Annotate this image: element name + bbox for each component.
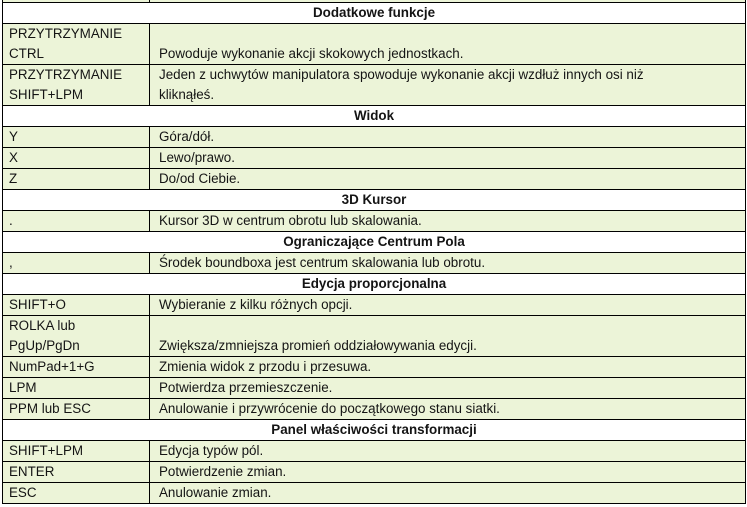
shortcut-description-cell xyxy=(150,441,746,462)
shortcut-description: Edycja typów pól. xyxy=(159,443,264,458)
section-header-row xyxy=(3,274,746,295)
shortcut-description: Kursor 3D w centrum obrotu lub skalowania. xyxy=(159,213,422,228)
section-header-row xyxy=(3,232,746,253)
shortcut-description: Góra/dół. xyxy=(159,129,215,144)
shortcut-key-cell xyxy=(3,316,150,357)
shortcut-description-cell xyxy=(150,253,746,274)
section-header-row xyxy=(3,190,746,211)
shortcut-key: ENTER xyxy=(9,464,55,479)
shortcut-key-cell xyxy=(3,462,150,483)
shortcut-key-cell xyxy=(3,295,150,316)
shortcut-description-cell xyxy=(150,65,746,106)
shortcut-row xyxy=(3,211,746,232)
shortcut-row xyxy=(3,127,746,148)
section-title: Panel właściwości transformacji xyxy=(3,420,746,441)
section-header-row xyxy=(3,420,746,441)
shortcut-key: SHIFT+LPM xyxy=(9,87,84,102)
shortcut-key: ESC xyxy=(9,485,37,500)
shortcut-description-cell xyxy=(150,127,746,148)
shortcut-key-cell xyxy=(3,378,150,399)
shortcut-description-cell xyxy=(150,316,746,357)
shortcut-row xyxy=(3,148,746,169)
shortcut-row xyxy=(3,441,746,462)
shortcut-row xyxy=(3,24,746,65)
shortcut-description: Jeden z uchwytów manipulatora spowoduje wykonanie akcji wzdłuż innych osi niż xyxy=(159,67,644,82)
shortcut-key-cell xyxy=(3,441,150,462)
section-title: Widok xyxy=(3,106,746,127)
shortcut-key: SHIFT+LPM xyxy=(9,443,84,458)
shortcut-description-cell xyxy=(150,24,746,65)
shortcut-description: Zmienia widok z przodu i przesuwa. xyxy=(159,359,372,374)
shortcut-key: LPM xyxy=(9,380,37,395)
shortcut-description: Potwierdza przemieszczenie. xyxy=(159,380,333,395)
shortcut-key-cell xyxy=(3,211,150,232)
shortcut-description: Anulowanie i przywrócenie do początkowego stanu siatki. xyxy=(159,401,500,416)
shortcut-row xyxy=(3,316,746,357)
shortcut-key: NumPad+1+G xyxy=(9,359,95,374)
shortcut-key-cell xyxy=(3,253,150,274)
shortcut-description-cell xyxy=(150,378,746,399)
shortcut-key: X xyxy=(9,150,18,165)
shortcut-key: PRZYTRZYMANIE xyxy=(9,67,123,82)
shortcut-description-cell xyxy=(150,357,746,378)
shortcut-description: Potwierdzenie zmian. xyxy=(159,464,287,479)
shortcut-table-body xyxy=(3,0,746,504)
shortcut-description: kliknąłeś. xyxy=(159,87,215,102)
shortcut-key-cell xyxy=(3,127,150,148)
shortcut-description: Zwiększa/zmniejsza promień oddziałowywania edycji. xyxy=(159,338,477,353)
shortcut-key: , xyxy=(9,255,13,270)
shortcut-row xyxy=(3,169,746,190)
section-title: Edycja proporcjonalna xyxy=(3,274,746,295)
shortcut-row xyxy=(3,357,746,378)
section-title: 3D Kursor xyxy=(3,190,746,211)
shortcut-description-cell xyxy=(150,399,746,420)
shortcut-key-cell xyxy=(3,148,150,169)
shortcut-description-cell xyxy=(150,211,746,232)
shortcut-key-cell xyxy=(3,65,150,106)
shortcut-description: Powoduje wykonanie akcji skokowych jednostkach. xyxy=(159,46,464,61)
shortcut-row xyxy=(3,65,746,106)
shortcut-key: PPM lub ESC xyxy=(9,401,91,416)
shortcut-description-cell xyxy=(150,295,746,316)
shortcut-description: Anulowanie zmian. xyxy=(159,485,272,500)
shortcut-key: Y xyxy=(9,129,18,144)
section-title: Ograniczające Centrum Pola xyxy=(3,232,746,253)
shortcut-description: Wybieranie z kilku różnych opcji. xyxy=(159,297,353,312)
shortcut-key: SHIFT+O xyxy=(9,297,66,312)
shortcut-description-cell xyxy=(150,462,746,483)
shortcut-key: PgUp/PgDn xyxy=(9,338,80,353)
section-header-row xyxy=(3,106,746,127)
shortcut-description-cell xyxy=(150,169,746,190)
shortcut-key: . xyxy=(9,213,13,228)
shortcut-row xyxy=(3,295,746,316)
shortcut-key-cell xyxy=(3,24,150,65)
shortcut-key-cell xyxy=(3,399,150,420)
shortcut-key: CTRL xyxy=(9,46,44,61)
shortcut-row xyxy=(3,253,746,274)
shortcut-description: Środek boundboxa jest centrum skalowania lub obrotu. xyxy=(159,255,486,270)
shortcut-table xyxy=(2,0,746,504)
shortcut-description: Do/od Ciebie. xyxy=(159,171,241,186)
shortcut-key: PRZYTRZYMANIE xyxy=(9,26,123,41)
section-header-row xyxy=(3,3,746,24)
shortcut-key-cell xyxy=(3,169,150,190)
shortcut-key: ROLKA lub xyxy=(9,318,76,333)
shortcut-row xyxy=(3,483,746,504)
shortcut-key-cell xyxy=(3,483,150,504)
shortcut-row xyxy=(3,399,746,420)
shortcut-row xyxy=(3,462,746,483)
shortcut-key-cell xyxy=(3,357,150,378)
shortcut-key: Z xyxy=(9,171,18,186)
shortcut-row xyxy=(3,378,746,399)
section-title: Dodatkowe funkcje xyxy=(3,3,746,24)
shortcut-description-cell xyxy=(150,483,746,504)
shortcut-description-cell xyxy=(150,148,746,169)
shortcut-description: Lewo/prawo. xyxy=(159,150,235,165)
